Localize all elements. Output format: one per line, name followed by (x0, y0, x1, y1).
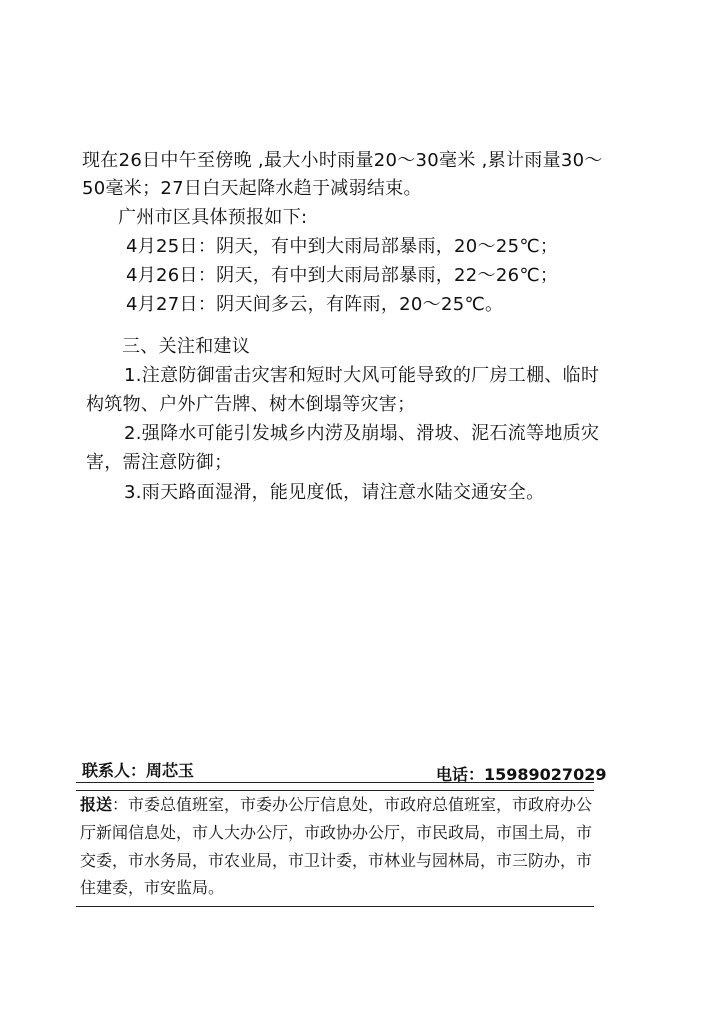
suggestion-1-line-1: 1.注意防御雷击灾害和短时大风可能导致的厂房工棚、临时 (124, 365, 600, 386)
distribution-line-3: 交委，市水务局，市农业局，市卫计委，市林业与园林局，市三防办，市 (80, 851, 593, 870)
contact-phone: 电话：15989027029 (436, 765, 607, 784)
distribution-text-1: ：市委总值班室，市委办公厅信息处，市政府总值班室，市政府办公 (112, 795, 593, 814)
suggestion-2-line-1: 2.强降水可能引发城乡内涝及崩塌、滑坡、泥石流等地质灾 (124, 423, 600, 444)
distribution-line-2: 厅新闻信息处，市人大办公厅，市政协办公厅，市民政局，市国土局，市 (80, 823, 593, 842)
footer-bottom-rule (76, 906, 594, 907)
forecast-apr-27: 4月27日：阴天间多云，有阵雨，20～25℃。 (126, 294, 504, 315)
section-heading-suggestions: 三、关注和建议 (122, 336, 251, 357)
distribution-line-1 (80, 794, 592, 816)
distribution-line-4: 住建委，市安监局。 (80, 878, 225, 897)
footer-middle-rule (76, 790, 594, 791)
forecast-apr-26: 4月26日：阴天，有中到大雨局部暴雨，22～26℃； (126, 265, 559, 286)
suggestion-1-line-2: 构筑物、户外广告牌、树木倒塌等灾害； (86, 394, 416, 415)
distribution-label: 报送 (80, 795, 113, 814)
forecast-intro: 广州市区具体预报如下: (118, 207, 308, 228)
contact-person: 联系人：周芯玉 (82, 761, 195, 780)
suggestion-3: 3.雨天路面湿滑，能见度低，请注意水陆交通安全。 (124, 482, 545, 503)
body-line-1: 现在26日中午至傍晚 ,最大小时雨量20～30毫米 ,累计雨量30～ (82, 150, 603, 171)
body-line-2: 50毫米；27日白天起降水趋于减弱结束。 (82, 178, 422, 199)
suggestion-2-line-2: 害，需注意防御； (86, 452, 233, 473)
forecast-apr-25: 4月25日：阴天，有中到大雨局部暴雨，20～25℃； (126, 236, 559, 257)
